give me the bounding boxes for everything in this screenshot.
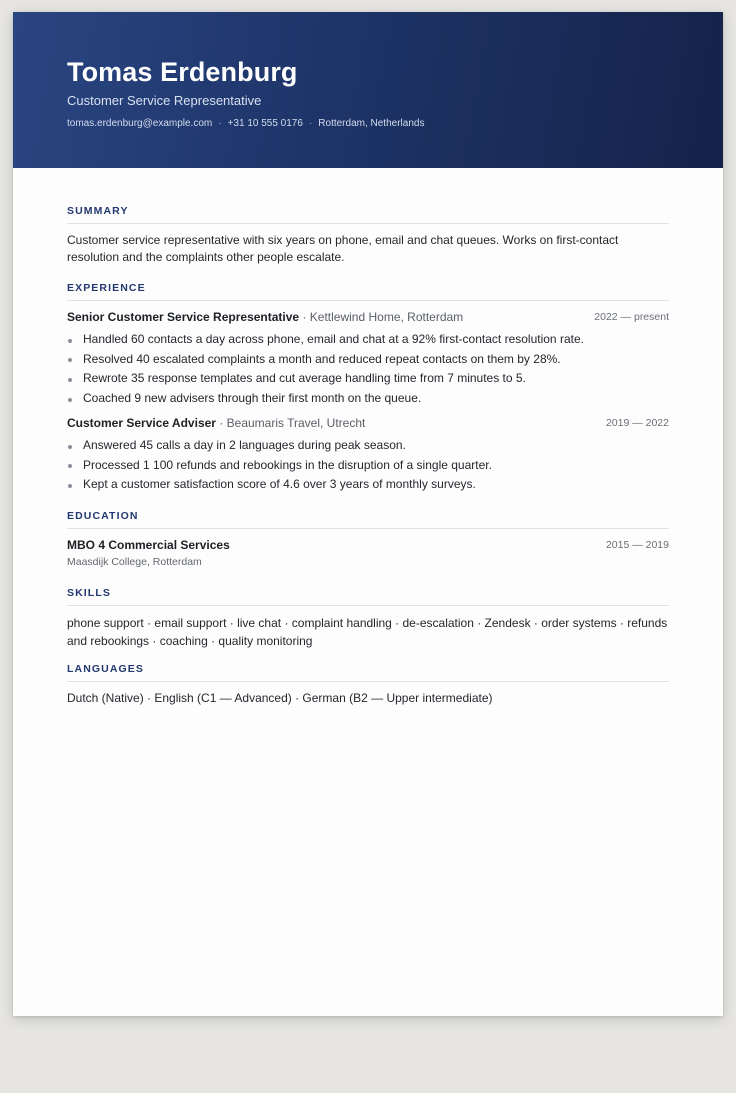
section-title-languages: LANGUAGES <box>67 662 669 682</box>
resume-content <box>67 204 669 707</box>
list-item <box>67 456 669 476</box>
contact-separator: · <box>218 118 222 129</box>
bullet-text: Handled 60 contacts a day across phone, email and chat at a 92% first-contact resolution rate. <box>83 332 584 346</box>
section-title-summary: SUMMARY <box>67 204 669 224</box>
contact-email[interactable]: tomas.erdenburg@example.com <box>67 118 213 129</box>
bullet-text: Answered 45 calls a day in 2 languages during peak season. <box>83 438 406 452</box>
section-title-education: EDUCATION <box>67 509 669 529</box>
languages-text: Dutch (Native) · English (C1 — Advanced) · German (B2 — Upper intermediate) <box>67 691 493 705</box>
bullet-dot <box>68 445 72 449</box>
job-bullets <box>67 330 669 409</box>
list-item <box>67 389 669 409</box>
education-dates: 2015 — 2019 <box>605 539 669 551</box>
bullet-text: Coached 9 new advisers through their first month on the queue. <box>83 391 422 406</box>
skills-section <box>67 586 669 662</box>
languages-section <box>67 662 669 707</box>
job-organization: · Kettlewind Home, Rotterdam <box>302 310 464 324</box>
job-entry <box>67 415 669 509</box>
candidate-role: Customer Service Representative <box>67 93 262 108</box>
bullet-dot <box>68 464 72 468</box>
job-dates: 2022 — present <box>594 311 669 323</box>
bullet-text: Kept a customer satisfaction score of 4.6 over 3 years of monthly surveys. <box>83 477 476 492</box>
experience-section <box>67 281 669 509</box>
summary-text: Customer service representative with six years on phone, email and chat queues. Works on first-contact resolution and the complaints other people escalate. <box>67 233 619 264</box>
bullet-text: Resolved 40 escalated complaints a month and reduced repeat contacts on them by 28%. <box>83 351 561 366</box>
education-school: Maasdijk College, Rotterdam <box>67 556 202 568</box>
list-item <box>67 330 669 350</box>
contact-separator: · <box>308 118 313 129</box>
job-organization: · Beaumaris Travel, Utrecht <box>219 416 366 430</box>
contact-line <box>67 118 424 129</box>
job-header <box>67 415 669 432</box>
contact-phone[interactable]: +31 10 555 0176 <box>227 118 303 129</box>
page-backdrop <box>0 1028 736 1093</box>
section-title-experience: EXPERIENCE <box>67 281 669 301</box>
list-item <box>67 436 669 456</box>
resume-header <box>13 12 723 168</box>
bullet-text: Rewrote 35 response templates and cut average handling time from 7 minutes to 5. <box>83 371 526 386</box>
bullet-text: Processed 1 100 refunds and rebookings in the disruption of a single quarter. <box>83 457 492 472</box>
bullet-dot <box>68 378 72 382</box>
list-item <box>67 350 669 370</box>
bullet-dot <box>68 358 72 362</box>
contact-location: Rotterdam, Netherlands <box>318 118 425 129</box>
bullet-dot <box>68 398 72 402</box>
job-entry <box>67 309 669 415</box>
resume-page <box>13 12 723 1016</box>
job-header <box>67 309 669 326</box>
education-header <box>67 537 669 554</box>
job-dates: 2019 — 2022 <box>605 417 669 429</box>
job-bullets <box>67 436 669 495</box>
section-title-skills: SKILLS <box>67 586 669 606</box>
job-title: Senior Customer Service Representative <box>67 310 300 324</box>
summary-section <box>67 204 669 281</box>
education-section <box>67 509 669 586</box>
candidate-name: Tomas Erdenburg <box>67 57 298 87</box>
bullet-dot <box>68 339 72 343</box>
skills-text: phone support · email support · live chat · complaint handling · de-escalation · Zendesk · order systems · refunds and rebookings · coaching · quality monitoring <box>67 616 668 648</box>
list-item <box>67 475 669 495</box>
bullet-dot <box>68 484 72 488</box>
education-degree: MBO 4 Commercial Services <box>67 538 230 552</box>
job-title: Customer Service Adviser <box>67 416 216 430</box>
list-item <box>67 369 669 389</box>
